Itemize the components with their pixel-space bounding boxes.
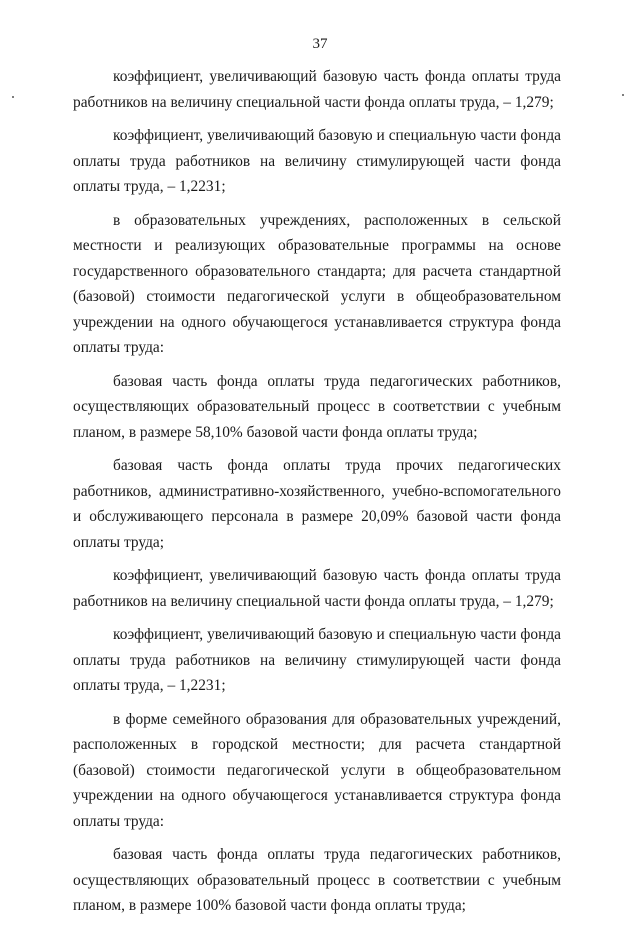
scan-speck	[12, 96, 14, 98]
paragraph: коэффициент, увеличивающий базовую и специальную части фонда оплаты труда работников на величину стимулирующей части фонда оплаты труда, – 1,2231;	[73, 626, 561, 694]
paragraph: базовая часть фонда оплаты труда педагогических работников, осуществляющих образовательный процесс в соответствии с учебным планом, в размере 100% базовой части фонда оплаты труда;	[73, 846, 561, 914]
scan-speck	[622, 94, 624, 96]
document-body	[73, 64, 561, 927]
paragraph: коэффициент, увеличивающий базовую и специальную части фонда оплаты труда работников на величину стимулирующей части фонда оплаты труда, – 1,2231;	[73, 127, 561, 195]
paragraph: базовая часть фонда оплаты труда педагогических работников, осуществляющих образовательный процесс в соответствии с учебным планом, в размере 58,10% базовой части фонда оплаты труда;	[73, 372, 561, 441]
paragraph: коэффициент, увеличивающий базовую часть фонда оплаты труда работников на величину специальной части фонда оплаты труда, – 1,279;	[73, 567, 561, 610]
paragraph: в образовательных учреждениях, расположенных в сельской местности и реализующих образовательные программы на основе государственного образовательного стандарта; для расчета стандартной (базовой) стоимости педагогической услуги в общеобразовательном учреждении на одного обучающегося устанавливается структура фонда оплаты труда:	[73, 211, 561, 356]
paragraph: базовая часть фонда оплаты труда прочих педагогических работников, административно-хозяйственного, учебно-вспомогательного и обслуживающего персонала в размере 20,09% базовой части фонда оплаты труда;	[73, 457, 561, 551]
page-number: 37	[312, 36, 328, 52]
paragraph: коэффициент, увеличивающий базовую часть фонда оплаты труда работников на величину специальной части фонда оплаты труда, – 1,279;	[73, 68, 561, 111]
paragraph: в форме семейного образования для образовательных учреждений, расположенных в городской местности; для расчета стандартной (базовой) стоимости педагогической услуги в общеобразовательном учреждении на одного обучающегося устанавливается структура фонда оплаты труда:	[73, 710, 561, 830]
